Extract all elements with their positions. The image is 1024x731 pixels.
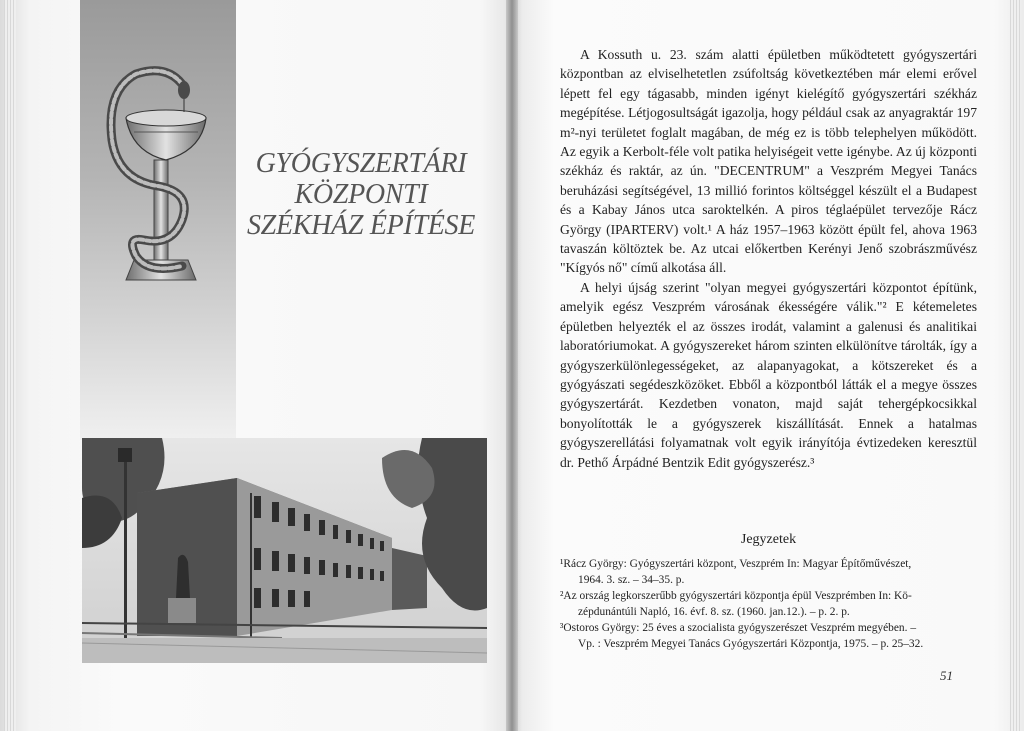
note-3 bbox=[560, 620, 977, 652]
note-text-cont: zépdunántúli Napló, 16. évf. 8. sz. (1960. jan.12.). – p. 2. p. bbox=[578, 606, 850, 618]
note-2 bbox=[560, 588, 977, 620]
title-line-3: SZÉKHÁZ ÉPÍTÉSE bbox=[246, 210, 476, 241]
snake-cup-icon bbox=[96, 60, 226, 290]
article-body bbox=[560, 45, 977, 472]
page-number: 51 bbox=[940, 668, 953, 683]
paragraph-2: A helyi újság szerint "olyan megyei gyógyszertári központot építünk, amelyik egész Veszprém városának ékességére válik."² E kétemeletes épületben helyezték el az összes irodát, valamint a galenusi és analitikai laboratóriumokat. A gyógyszereket három szinten elkülönítve tárolták, így a gyógyszerkülönlegességeket, az alapanyagokat, a kötszereket és a gyógyászati segédeszközöket. Ebből a központból látták el a megye összes gyógyszertárát. Kezdetben vonaton, majd saját tehergépkocsikkal bonyolították le a gyógyszerek kiszállítását. Ennek a hatalmas gyógyszerellátási folyamatnak volt egyik irányítója évtizedeken keresztül dr. Pethő Árpádné Bentzik Edit gyógyszerész.³ bbox=[560, 279, 977, 470]
note-mark: ¹ bbox=[560, 558, 564, 570]
chapter-title bbox=[236, 148, 504, 241]
note-mark: ³ bbox=[560, 622, 564, 634]
notes-list bbox=[560, 556, 977, 652]
note-text-cont: 1964. 3. sz. – 34–35. p. bbox=[578, 574, 685, 586]
notes-heading: Jegyzetek bbox=[740, 532, 797, 547]
note-text: Rácz György: Gyógyszertári központ, Veszprém In: Magyar Építőművészet, bbox=[563, 558, 912, 570]
book-gutter bbox=[506, 0, 518, 731]
page-edges-left bbox=[4, 0, 16, 731]
note-text-cont: Vp. : Veszprém Megyei Tanács Gyógyszertári Központja, 1975. – p. 25–32. bbox=[578, 638, 924, 650]
title-line-1: GYÓGYSZERTÁRI bbox=[255, 148, 467, 179]
note-1 bbox=[560, 556, 977, 588]
note-text: Ostoros György: 25 éves a szocialista gyógyszerészet Veszprém megyében. – bbox=[563, 622, 917, 634]
building-photo bbox=[82, 438, 487, 663]
note-mark: ² bbox=[560, 590, 564, 602]
page-edges-right bbox=[1010, 0, 1020, 731]
paragraph-1: A Kossuth u. 23. szám alatti épületben működtetett gyógyszertári központban az elviselhetetlen zsúfoltság következtében már elemi erővel lépett fel egy tágasabb, minden igényt kielégítő gyógyszertári székház megépítése. Létjogosultságát igazolja, hogy például csak az anyagraktár 197 m²-nyi területet foglalt magában, de még ez is több telephelyen működött. Az egyik a Kerbolt-féle volt patika helyiségeit vette igénybe. Az új központi székház és raktár, az ún. "DECENTRUM" a Veszprém Megyei Tanács beruházási segítségével, 13 millió forintos költséggel készült el a Budapest és a Kabay János utca saroktelkén. A piros téglaépület tervezője Rácz György (IPARTERV) volt.¹ A ház 1957–1963 között épült fel, ahova 1963 tavaszán költöztek be. Az utcai előkertben Kerényi Jenő szobrászművész "Kígyós nő" című alkotása áll. bbox=[560, 47, 977, 276]
note-text: Az ország legkorszerűbb gyógyszertári központja épül Veszprémben In: Kö- bbox=[563, 590, 912, 602]
title-line-2: KÖZPONTI bbox=[294, 179, 428, 210]
